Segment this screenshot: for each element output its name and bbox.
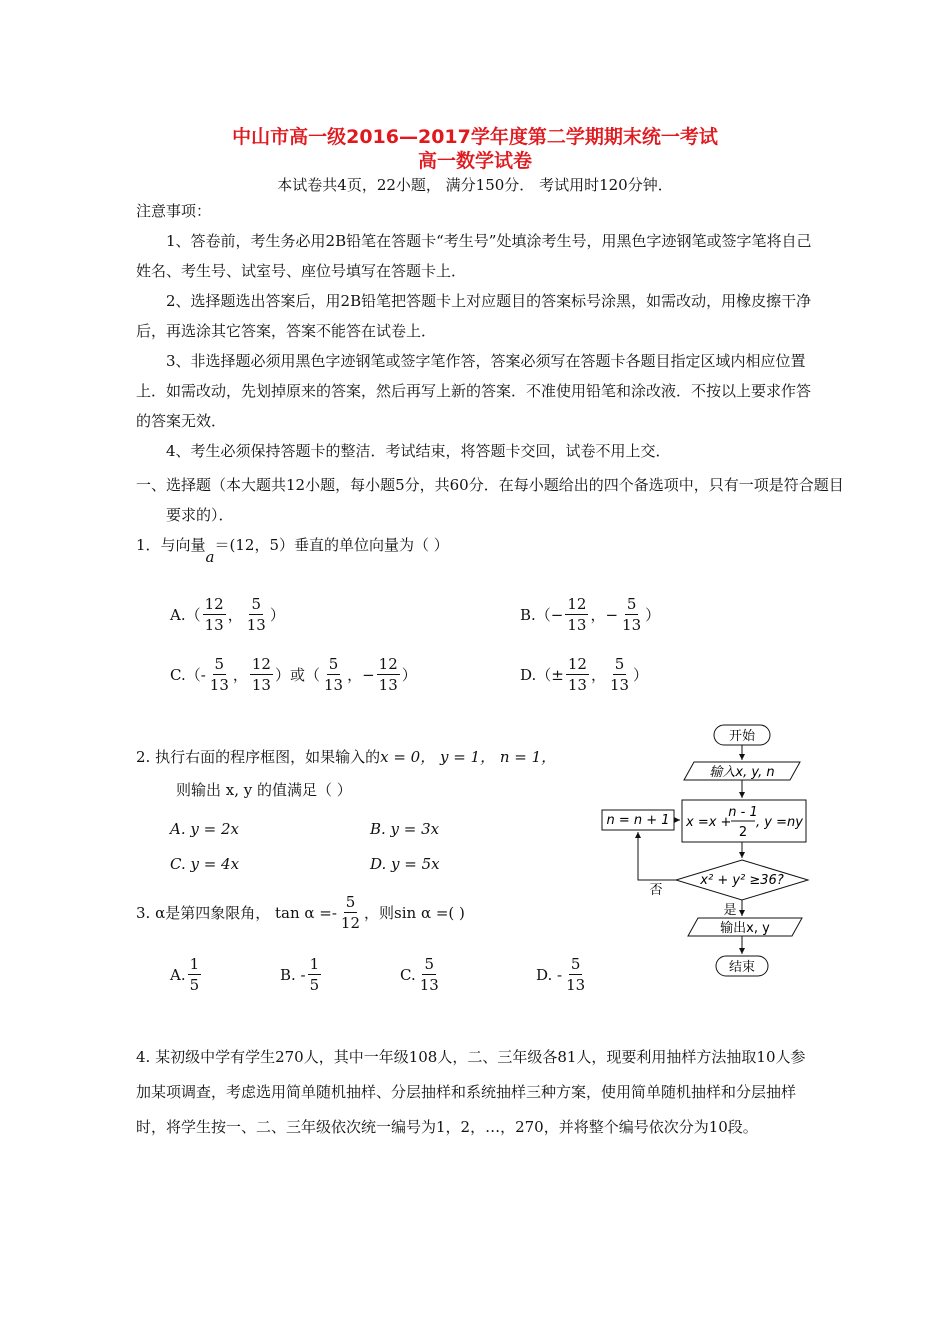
q2-option-d: D. y = 5x — [370, 855, 440, 873]
q3-stem-b: ，则sin α =( ) — [364, 904, 465, 922]
q2-stem-a: 2. 执行右面的程序框图，如果输入的 — [136, 748, 381, 766]
q2-stem-b: 则输出 x, y 的值满足（ ） — [176, 781, 352, 799]
q1-option-a: A.（ $\frac{12}{13}$ ， $\frac{5}{13}$ ） — [170, 595, 285, 634]
exam-subtitle-title: 高一数学试卷 — [417, 150, 532, 172]
q4-text: 4. 某初级中学有学生270人，其中一年级108人，二、三年级各81人，现要利用抽样方法抽取10人参加某项调查，考虑选用简单随机抽样、分层抽样和系统抽样三种方案，使用简单随机抽样和分层抽样时，将学生按一、二、三年级依次统一编号为1，2，…，270，并将整个编号依次分为10段。 — [136, 1048, 806, 1136]
q1-stem — [136, 532, 449, 566]
note-2: 2、选择题选出答案后，用2B铅笔把答题卡上对应题目的答案标号涂黑，如需改动，用橡皮擦干净后，再选涂其它答案，答案不能答在试卷上． — [136, 292, 812, 340]
note-3: 3、非选择题必须用黑色字迹钢笔或签字笔作答，答案必须写在答题卡各题目指定区域内相应位置上．如需改动，先划掉原来的答案，然后再写上新的答案．不准使用铅笔和涂改液．不按以上要求作答的答案无效． — [136, 352, 812, 430]
flow-output-label: 输出x, y — [720, 921, 770, 936]
flow-assign-b: , y =ny — [756, 815, 803, 830]
q3-option-d: D. - $\frac{5}{13}$ — [536, 955, 586, 994]
flow-yes-label: 是 — [723, 903, 737, 918]
q2-input-values: x = 0， y = 1， n = 1， — [380, 748, 557, 766]
flow-decision-label: x² + y² ≥36? — [700, 873, 784, 888]
flow-end-label: 结束 — [728, 960, 756, 975]
q3-stem-a: 3. α是第四象限角， tan α =- — [136, 904, 337, 922]
exam-info: 本试卷共4页，22小题， 满分150分． 考试用时120分钟． — [277, 176, 673, 194]
q1-option-b: B.（− $\frac{12}{13}$ ，− $\frac{5}{13}$ ） — [520, 595, 661, 634]
flowchart — [598, 718, 820, 980]
q1-stem-a: 1．与向量 — [136, 536, 206, 554]
q3-stem: 3. α是第四象限角， tan α =- $\frac{5}{12}$ ，则sin α =( ) — [136, 893, 465, 932]
flow-assign-a: x =x + — [686, 815, 732, 830]
vector-a: a — [205, 548, 215, 566]
exam-title: 中山市高一级2016—2017学年度第二学期期末统一考试 — [232, 126, 718, 148]
note-1: 1、答卷前，考生务必用2B铅笔在答题卡“考生号”处填涂考生号，用黑色字迹钢笔或签字笔将自己姓名、考生号、试室号、座位号填写在答题卡上． — [136, 232, 812, 280]
flow-update-label: n = n + 1 — [606, 813, 670, 828]
flow-assign-den: 2 — [738, 825, 748, 840]
q2-option-b: B. y = 3x — [370, 820, 440, 838]
notes-heading: 注意事项： — [136, 202, 212, 220]
q3-option-b: B. - $\frac{1}{5}$ — [280, 955, 320, 994]
q1-option-c: C.（- $\frac{5}{13}$ ， $\frac{12}{13}$ ）或（ $\frac{5}{13}$ ，− $\frac{12}{13}$ ） — [170, 655, 417, 694]
q2-option-c: C. y = 4x — [170, 855, 240, 873]
flow-assign-num: n - 1 — [728, 805, 758, 820]
flow-start-label: 开始 — [728, 729, 756, 744]
q3-option-a: A. $\frac{1}{5}$ — [170, 955, 200, 994]
q2-stem — [136, 744, 556, 770]
note-4: 4、考生必须保持答题卡的整洁．考试结束，将答题卡交回，试卷不用上交． — [166, 442, 671, 460]
flow-no-label: 否 — [649, 883, 663, 898]
q2-option-a: A. y = 2x — [170, 820, 239, 838]
flow-input-label: 输入x, y, n — [709, 765, 775, 780]
section-1-heading: 一、选择题（本大题共12小题，每小题5分，共60分．在每小题给出的四个备选项中，只有一项是符合题目要求的）． — [136, 476, 844, 524]
q3-option-c: C. $\frac{5}{13}$ — [400, 955, 439, 994]
q1-option-d: D.（± $\frac{12}{13}$ ， $\frac{5}{13}$ ） — [520, 655, 649, 694]
q1-stem-b: ＝(12，5）垂直的单位向量为（ ） — [214, 536, 449, 554]
